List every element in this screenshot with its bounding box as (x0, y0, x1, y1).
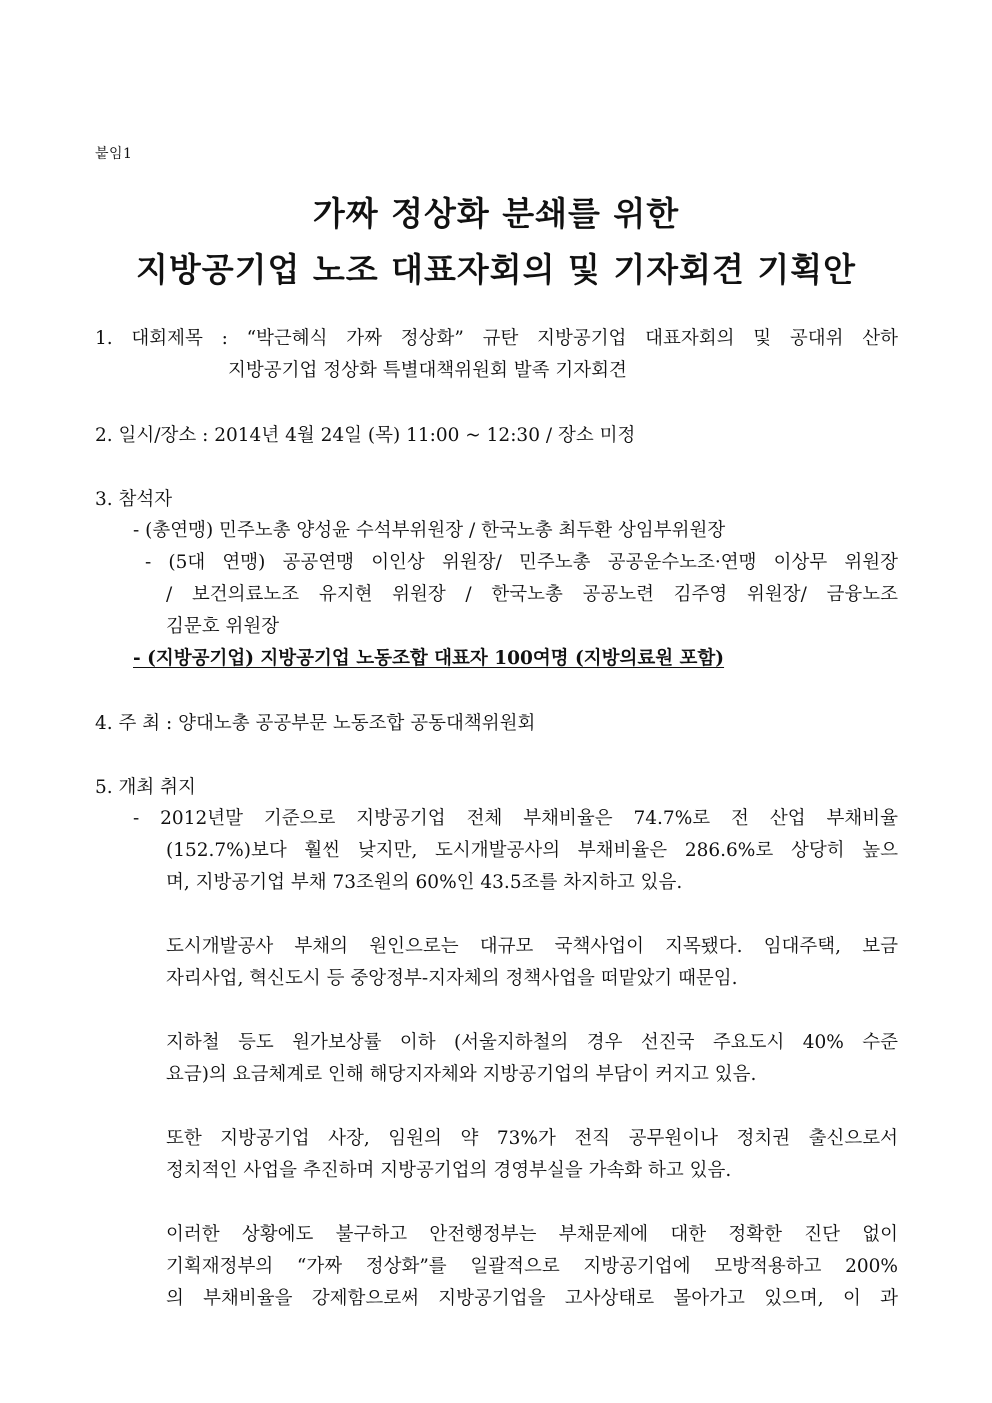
document-title-line-2: 지방공기업 노조 대표자회의 및 기자회견 기획안 (135, 250, 856, 289)
section-5-paragraph-2-line-1: 도시개발공사 부채의 원인으로는 대규모 국책사업이 지목됐다. 임대주택, 보금 (166, 936, 898, 957)
section-5-paragraph-5-line-1: 이러한 상황에도 불구하고 안전행정부는 부채문제에 대한 정확한 진단 없이 (166, 1224, 898, 1245)
section-4-line: 4. 주 최 : 양대노총 공공부문 노동조합 공동대책위원회 (95, 713, 536, 734)
section-5-paragraph-4-line-1: 또한 지방공기업 사장, 임원의 약 73%가 전직 공무원이나 정치권 출신으로서 (166, 1128, 898, 1149)
section-1-line-2: 지방공기업 정상화 특별대책위원회 발족 기자회견 (228, 360, 627, 381)
section-5-paragraph-1-line-1: - 2012년말 기준으로 지방공기업 전체 부채비율은 74.7%로 전 산업 부채비율 (133, 808, 898, 829)
section-5-paragraph-3-line-2: 요금)의 요금체계로 인해 해당지자체와 지방공기업의 부담이 커지고 있음. (166, 1064, 757, 1085)
section-3-item-2-line-1: - (5대 연맹) 공공연맹 이인상 위원장/ 민주노총 공공운수노조·연맹 이상무 위원장 (145, 552, 898, 573)
section-5-paragraph-5-line-2: 기획재정부의 “가짜 정상화”를 일괄적으로 지방공기업에 모방적용하고 200% (166, 1256, 898, 1277)
section-5-paragraph-1-line-2: (152.7%)보다 훨씬 낮지만, 도시개발공사의 부채비율은 286.6%로 상당히 높으 (166, 840, 898, 861)
section-3-heading: 3. 참석자 (95, 489, 173, 510)
section-3-item-1: - (총연맹) 민주노총 양성윤 수석부위원장 / 한국노총 최두환 상임부위원장 (133, 520, 726, 541)
section-5-paragraph-1-line-3: 며, 지방공기업 부채 73조원의 60%인 43.5조를 차지하고 있음. (166, 872, 683, 893)
section-3-item-3: - (지방공기업) 지방공기업 노동조합 대표자 100여명 (지방의료원 포함) (133, 648, 725, 669)
section-5-paragraph-4-line-2: 정치적인 사업을 추진하며 지방공기업의 경영부실을 가속화 하고 있음. (166, 1160, 732, 1181)
attachment-label: 붙임1 (95, 146, 133, 162)
document-title-line-1: 가짜 정상화 분쇄를 위한 (312, 194, 680, 233)
section-1-line-1: 1. 대회제목 : “박근혜식 가짜 정상화” 규탄 지방공기업 대표자회의 및 공대위 산하 (95, 328, 898, 349)
section-2-line: 2. 일시/장소 : 2014년 4월 24일 (목) 11:00 ~ 12:30 / 장소 미정 (95, 425, 636, 446)
section-5-paragraph-2-line-2: 자리사업, 혁신도시 등 중앙정부-지자체의 정책사업을 떠맡았기 때문임. (166, 968, 738, 989)
section-3-item-2-line-3: 김문호 위원장 (166, 616, 280, 637)
section-5-paragraph-5-line-3: 의 부채비율을 강제함으로써 지방공기업을 고사상태로 몰아가고 있으며, 이 과 (166, 1288, 898, 1309)
section-5-paragraph-3-line-1: 지하철 등도 원가보상률 이하 (서울지하철의 경우 선진국 주요도시 40% 수준 (166, 1032, 898, 1053)
section-5-heading: 5. 개최 취지 (95, 777, 196, 798)
section-3-item-2-line-2: / 보건의료노조 유지현 위원장 / 한국노총 공공노련 김주영 위원장/ 금융노조 (166, 584, 898, 605)
